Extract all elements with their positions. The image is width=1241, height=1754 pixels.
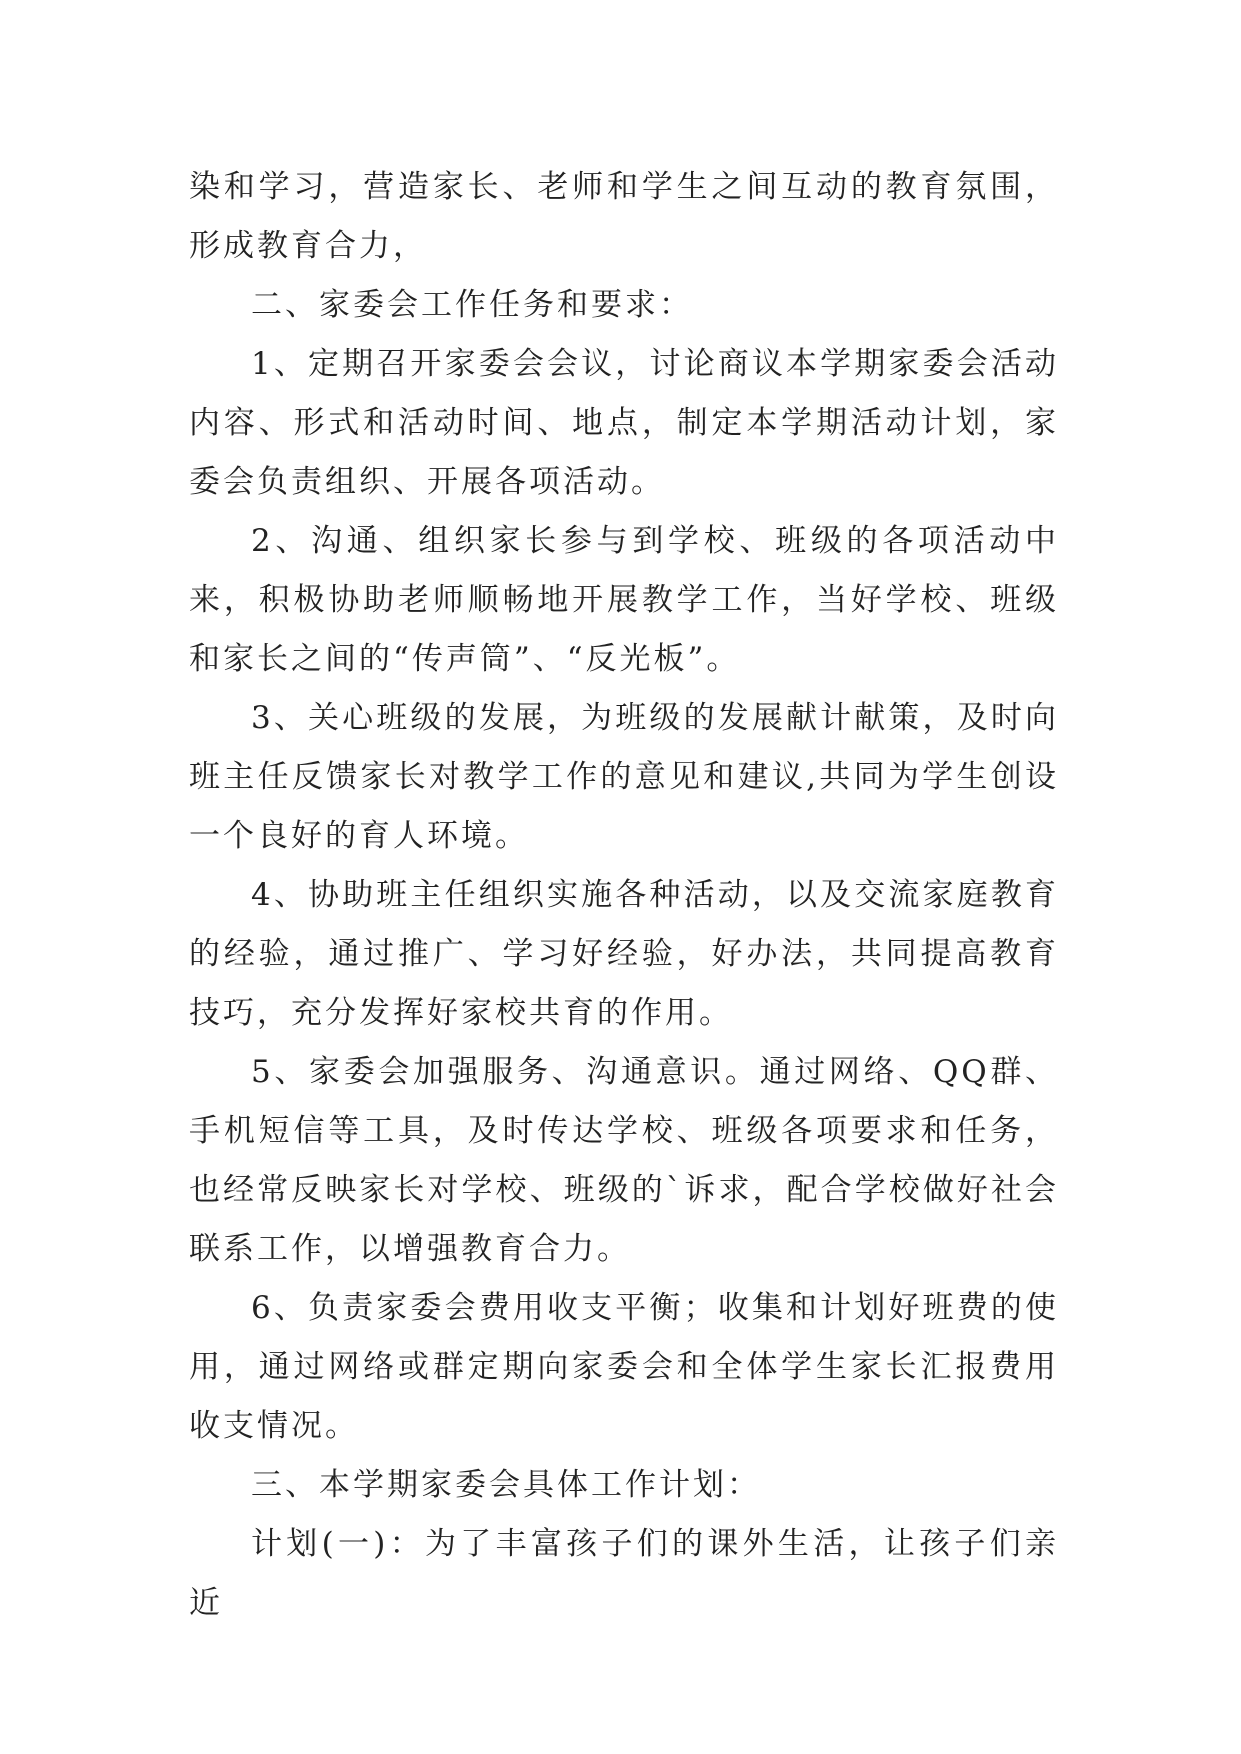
task-item-4: 4、协助班主任组织实施各种活动，以及交流家庭教育的经验，通过推广、学习好经验，好办法，共同提高教育技巧，充分发挥好家校共育的作用。: [189, 877, 1059, 1031]
section-heading-plan: 三、本学期家委会具体工作计划：: [251, 1467, 761, 1503]
task-item-3: 3、关心班级的发展，为班级的发展献计献策，及时向班主任反馈家长对教学工作的意见和建议,共同为学生创设一个良好的育人环境。: [189, 700, 1059, 854]
paragraph-continuation: 染和学习，营造家长、老师和学生之间互动的教育氛围，形成教育合力，: [189, 169, 1059, 264]
task-item-1: 1、定期召开家委会会议，讨论商议本学期家委会活动内容、形式和活动时间、地点，制定本学期活动计划，家委会负责组织、开展各项活动。: [189, 346, 1059, 500]
task-item-6: 6、负责家委会费用收支平衡；收集和计划好班费的使用，通过网络或群定期向家委会和全体学生家长汇报费用收支情况。: [189, 1290, 1059, 1444]
task-item-2: 2、沟通、组织家长参与到学校、班级的各项活动中来，积极协助老师顺畅地开展教学工作，当好学校、班级和家长之间的“传声筒”、“反光板”。: [189, 523, 1059, 677]
task-item-5: 5、家委会加强服务、沟通意识。通过网络、QQ群、手机短信等工具，及时传达学校、班级各项要求和任务，也经常反映家长对学校、班级的`诉求，配合学校做好社会联系工作，以增强教育合力。: [189, 1054, 1059, 1267]
section-heading-tasks: 二、家委会工作任务和要求：: [251, 287, 693, 323]
document-body: [189, 158, 1059, 1633]
plan-item-1: 计划(一)：为了丰富孩子们的课外生活，让孩子们亲近: [189, 1526, 1059, 1621]
